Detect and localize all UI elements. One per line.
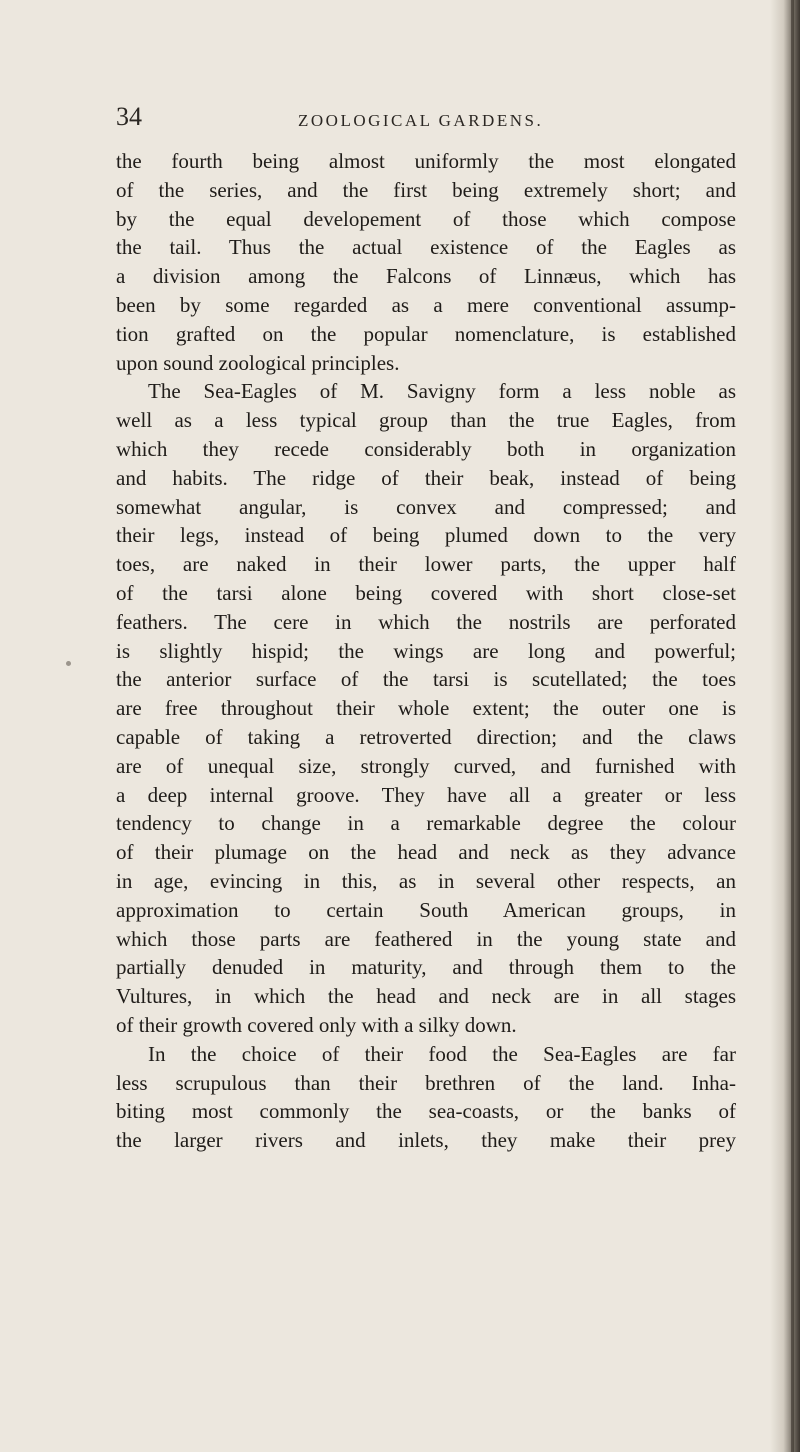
text-line: tion grafted on the popular nomenclature, is established — [116, 321, 736, 346]
paper-speck — [66, 661, 71, 666]
text-line: feathers. The cere in which the nostrils are perforated — [116, 609, 736, 634]
text-line: is slightly hispid; the wings are long and powerful; — [116, 638, 736, 663]
text-line: somewhat angular, is convex and compressed; and — [116, 494, 736, 519]
page-edge-shadow — [770, 0, 800, 1452]
text-line: their legs, instead of being plumed down to the very — [116, 523, 736, 548]
text-line: and habits. The ridge of their beak, instead of being — [116, 465, 736, 490]
text-line: which those parts are feathered in the young state and — [116, 926, 736, 951]
text-line: of their growth covered only with a silky down. — [116, 1012, 517, 1037]
text-line: capable of taking a retroverted direction; and the claws — [116, 724, 736, 749]
paragraph-start-line: In the choice of their food the Sea-Eagles are far — [148, 1041, 736, 1066]
page-number: 34 — [116, 102, 142, 131]
page-header — [116, 100, 736, 136]
text-line: the fourth being almost uniformly the most elongated — [116, 149, 736, 173]
text-line: a deep internal groove. They have all a greater or less — [116, 782, 736, 807]
text-line: of the series, and the first being extremely short; and — [116, 177, 736, 202]
text-line: the larger rivers and inlets, they make their prey — [116, 1128, 736, 1153]
text-line: which they recede considerably both in organization — [116, 436, 736, 461]
text-line: well as a less typical group than the true Eagles, from — [116, 408, 736, 433]
text-line: are of unequal size, strongly curved, and furnished with — [116, 753, 736, 778]
running-title: ZOOLOGICAL GARDENS. — [298, 111, 544, 130]
text-line: in age, evincing in this, as in several other respects, an — [116, 868, 736, 893]
text-line: biting most commonly the sea-coasts, or the banks of — [116, 1099, 736, 1124]
text-line: of their plumage on the head and neck as they advance — [116, 840, 736, 865]
binding-edge — [791, 0, 794, 1452]
text-line: Vultures, in which the head and neck are in all stages — [116, 984, 736, 1009]
text-line: toes, are naked in their lower parts, the upper half — [116, 552, 736, 577]
text-line: by the equal developement of those which compose — [116, 206, 736, 231]
text-line: are free throughout their whole extent; the outer one is — [116, 696, 736, 721]
text-line: a division among the Falcons of Linnæus, which has — [116, 264, 736, 289]
text-line: the anterior surface of the tarsi is scutellated; the toes — [116, 667, 736, 692]
text-line: less scrupulous than their brethren of the land. Inha- — [116, 1070, 736, 1095]
text-line: partially denuded in maturity, and through them to the — [116, 955, 736, 980]
text-line: been by some regarded as a mere conventional assump- — [116, 292, 736, 317]
text-line: the tail. Thus the actual existence of the Eagles as — [116, 235, 736, 260]
text-line: of the tarsi alone being covered with short close-set — [116, 580, 736, 605]
paragraph-start-line: The Sea-Eagles of M. Savigny form a less noble as — [148, 379, 736, 404]
text-line: upon sound zoological principles. — [116, 350, 400, 375]
body-text — [116, 147, 736, 1155]
text-line: approximation to certain South American groups, in — [116, 897, 736, 922]
text-line: tendency to change in a remarkable degree the colour — [116, 811, 736, 836]
